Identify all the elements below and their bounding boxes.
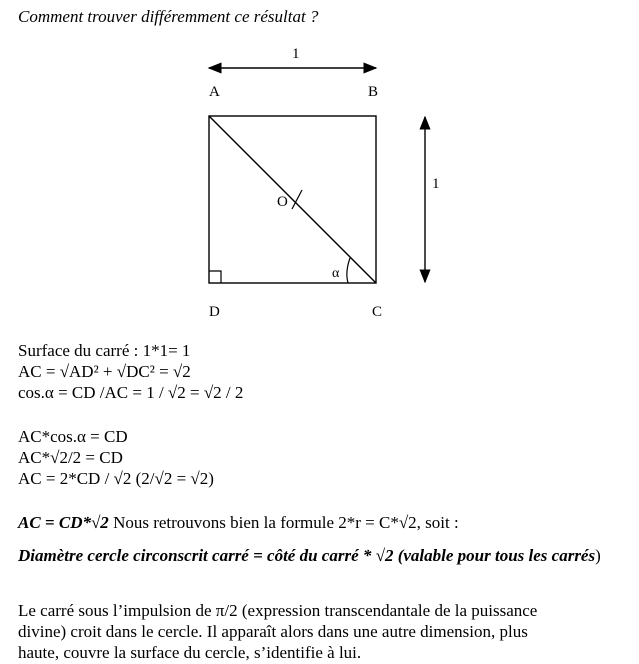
heading: Comment trouver différemment ce résultat ? xyxy=(18,7,319,26)
conclusion-statement xyxy=(18,545,618,566)
vertex-a-label: A xyxy=(209,84,220,100)
result-formula: AC = CD*√2 xyxy=(18,513,109,532)
diagonal-ac xyxy=(209,116,376,283)
cosine-line: cos.α = CD /AC = 1 / √2 = √2 / 2 xyxy=(18,383,244,402)
paragraph-line-1: Le carré sous l’impulsion de π/2 (expression transcendantale de la puissance xyxy=(18,601,538,620)
center-tick xyxy=(292,190,302,209)
top-dimension-label: 1 xyxy=(292,46,300,62)
vertex-b-label: B xyxy=(368,84,379,100)
ac-sqrt-line: AC*√2/2 = CD xyxy=(18,448,123,467)
conclusion-close: ) xyxy=(595,546,601,565)
vertex-c-label: C xyxy=(372,304,383,320)
angle-arc xyxy=(347,258,350,283)
angle-alpha-label: α xyxy=(332,266,340,281)
right-dimension-label: 1 xyxy=(432,176,440,192)
surface-line: Surface du carré : 1*1= 1 xyxy=(18,341,191,360)
ac-pythagoras-line: AC = √AD² + √DC² = √2 xyxy=(18,362,191,381)
center-o-label: O xyxy=(277,194,288,210)
vertex-d-label: D xyxy=(209,304,220,320)
square-diagram xyxy=(0,0,639,330)
ac-solution-line: AC = 2*CD / √2 (2/√2 = √2) xyxy=(18,469,214,488)
result-text: Nous retrouvons bien la formule 2*r = C*√2, soit : xyxy=(108,513,459,532)
paragraph-line-3: haute, couvre la surface du cercle, s’identifie à lui. xyxy=(18,643,362,662)
result-line xyxy=(18,512,459,533)
ac-cos-line: AC*cos.α = CD xyxy=(18,427,128,446)
right-angle-mark xyxy=(209,271,221,283)
paragraph-line-2: divine) croit dans le cercle. Il apparaît alors dans une autre dimension, plus xyxy=(18,622,528,641)
conclusion-bold: Diamètre cercle circonscrit carré = côté du carré * √2 (valable pour tous les carrés xyxy=(18,546,596,565)
